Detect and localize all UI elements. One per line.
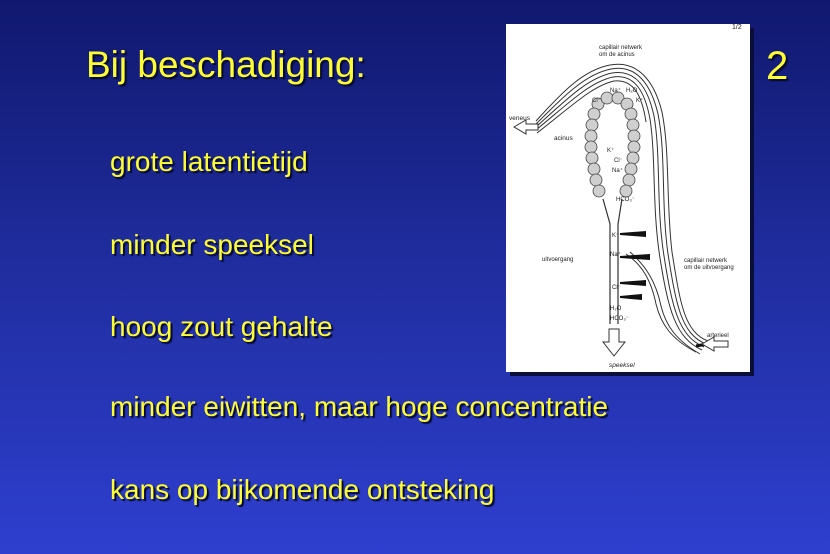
ion-h2o-duct: H₂O — [610, 306, 622, 312]
speeksel-arrow — [603, 329, 625, 356]
label-capillary-duct-1: capillair netwerk — [684, 258, 728, 264]
slide-title: Bij beschadiging: — [86, 44, 366, 85]
bullet-4: minder eiwitten, maar hoge concentratie — [110, 391, 609, 422]
duct-transport-arrows — [620, 231, 650, 300]
bullet-3: hoog zout gehalte — [110, 311, 333, 342]
veneus-arrow — [514, 120, 538, 134]
bullet-1: grote latentietijd — [110, 146, 308, 177]
bullet-5: kans op bijkomende ontsteking — [110, 474, 495, 505]
ion-na-top: Na⁺ — [610, 88, 621, 94]
label-capillary-acinus-2: om de acinus — [599, 52, 635, 58]
arterieel-arrow — [702, 337, 728, 351]
corner-mark: 1/2 — [732, 24, 742, 31]
ion-k-duct: K⁺ — [612, 233, 620, 239]
label-speeksel: speeksel — [609, 362, 635, 369]
label-capillary-duct-2: om de uitvoergang — [684, 265, 734, 271]
ion-cl-duct: Cl⁻ — [612, 285, 621, 291]
bullet-2: minder speeksel — [110, 229, 314, 260]
ion-cl-top: Cl⁻ — [592, 98, 601, 104]
label-acinus: acinus — [554, 135, 573, 142]
ion-k-top: K⁺ — [636, 98, 644, 104]
acinus-cells — [585, 92, 640, 197]
ion-k-lumen: K⁺ — [607, 148, 615, 154]
ion-na-lumen: Na⁺ — [612, 168, 623, 174]
ion-cl-lumen: Cl⁻ — [614, 158, 623, 164]
ion-h2o-top: H₂O — [626, 88, 638, 94]
label-veneus: veneus — [509, 115, 530, 122]
salivary-gland-diagram — [506, 24, 750, 372]
gland-diagram-svg — [506, 24, 750, 372]
ion-na-duct: Na⁺ — [610, 252, 621, 258]
ion-hco3-duct: HCO₃⁻ — [610, 316, 629, 322]
slide-number: 2 — [766, 44, 789, 88]
label-capillary-acinus-1: capillair netwerk — [599, 45, 643, 51]
label-arterieel: arterieel — [707, 333, 729, 339]
ion-hco3-lumen: HCO₃⁻ — [616, 197, 635, 203]
label-uitvoergang: uitvoergang — [542, 257, 574, 263]
